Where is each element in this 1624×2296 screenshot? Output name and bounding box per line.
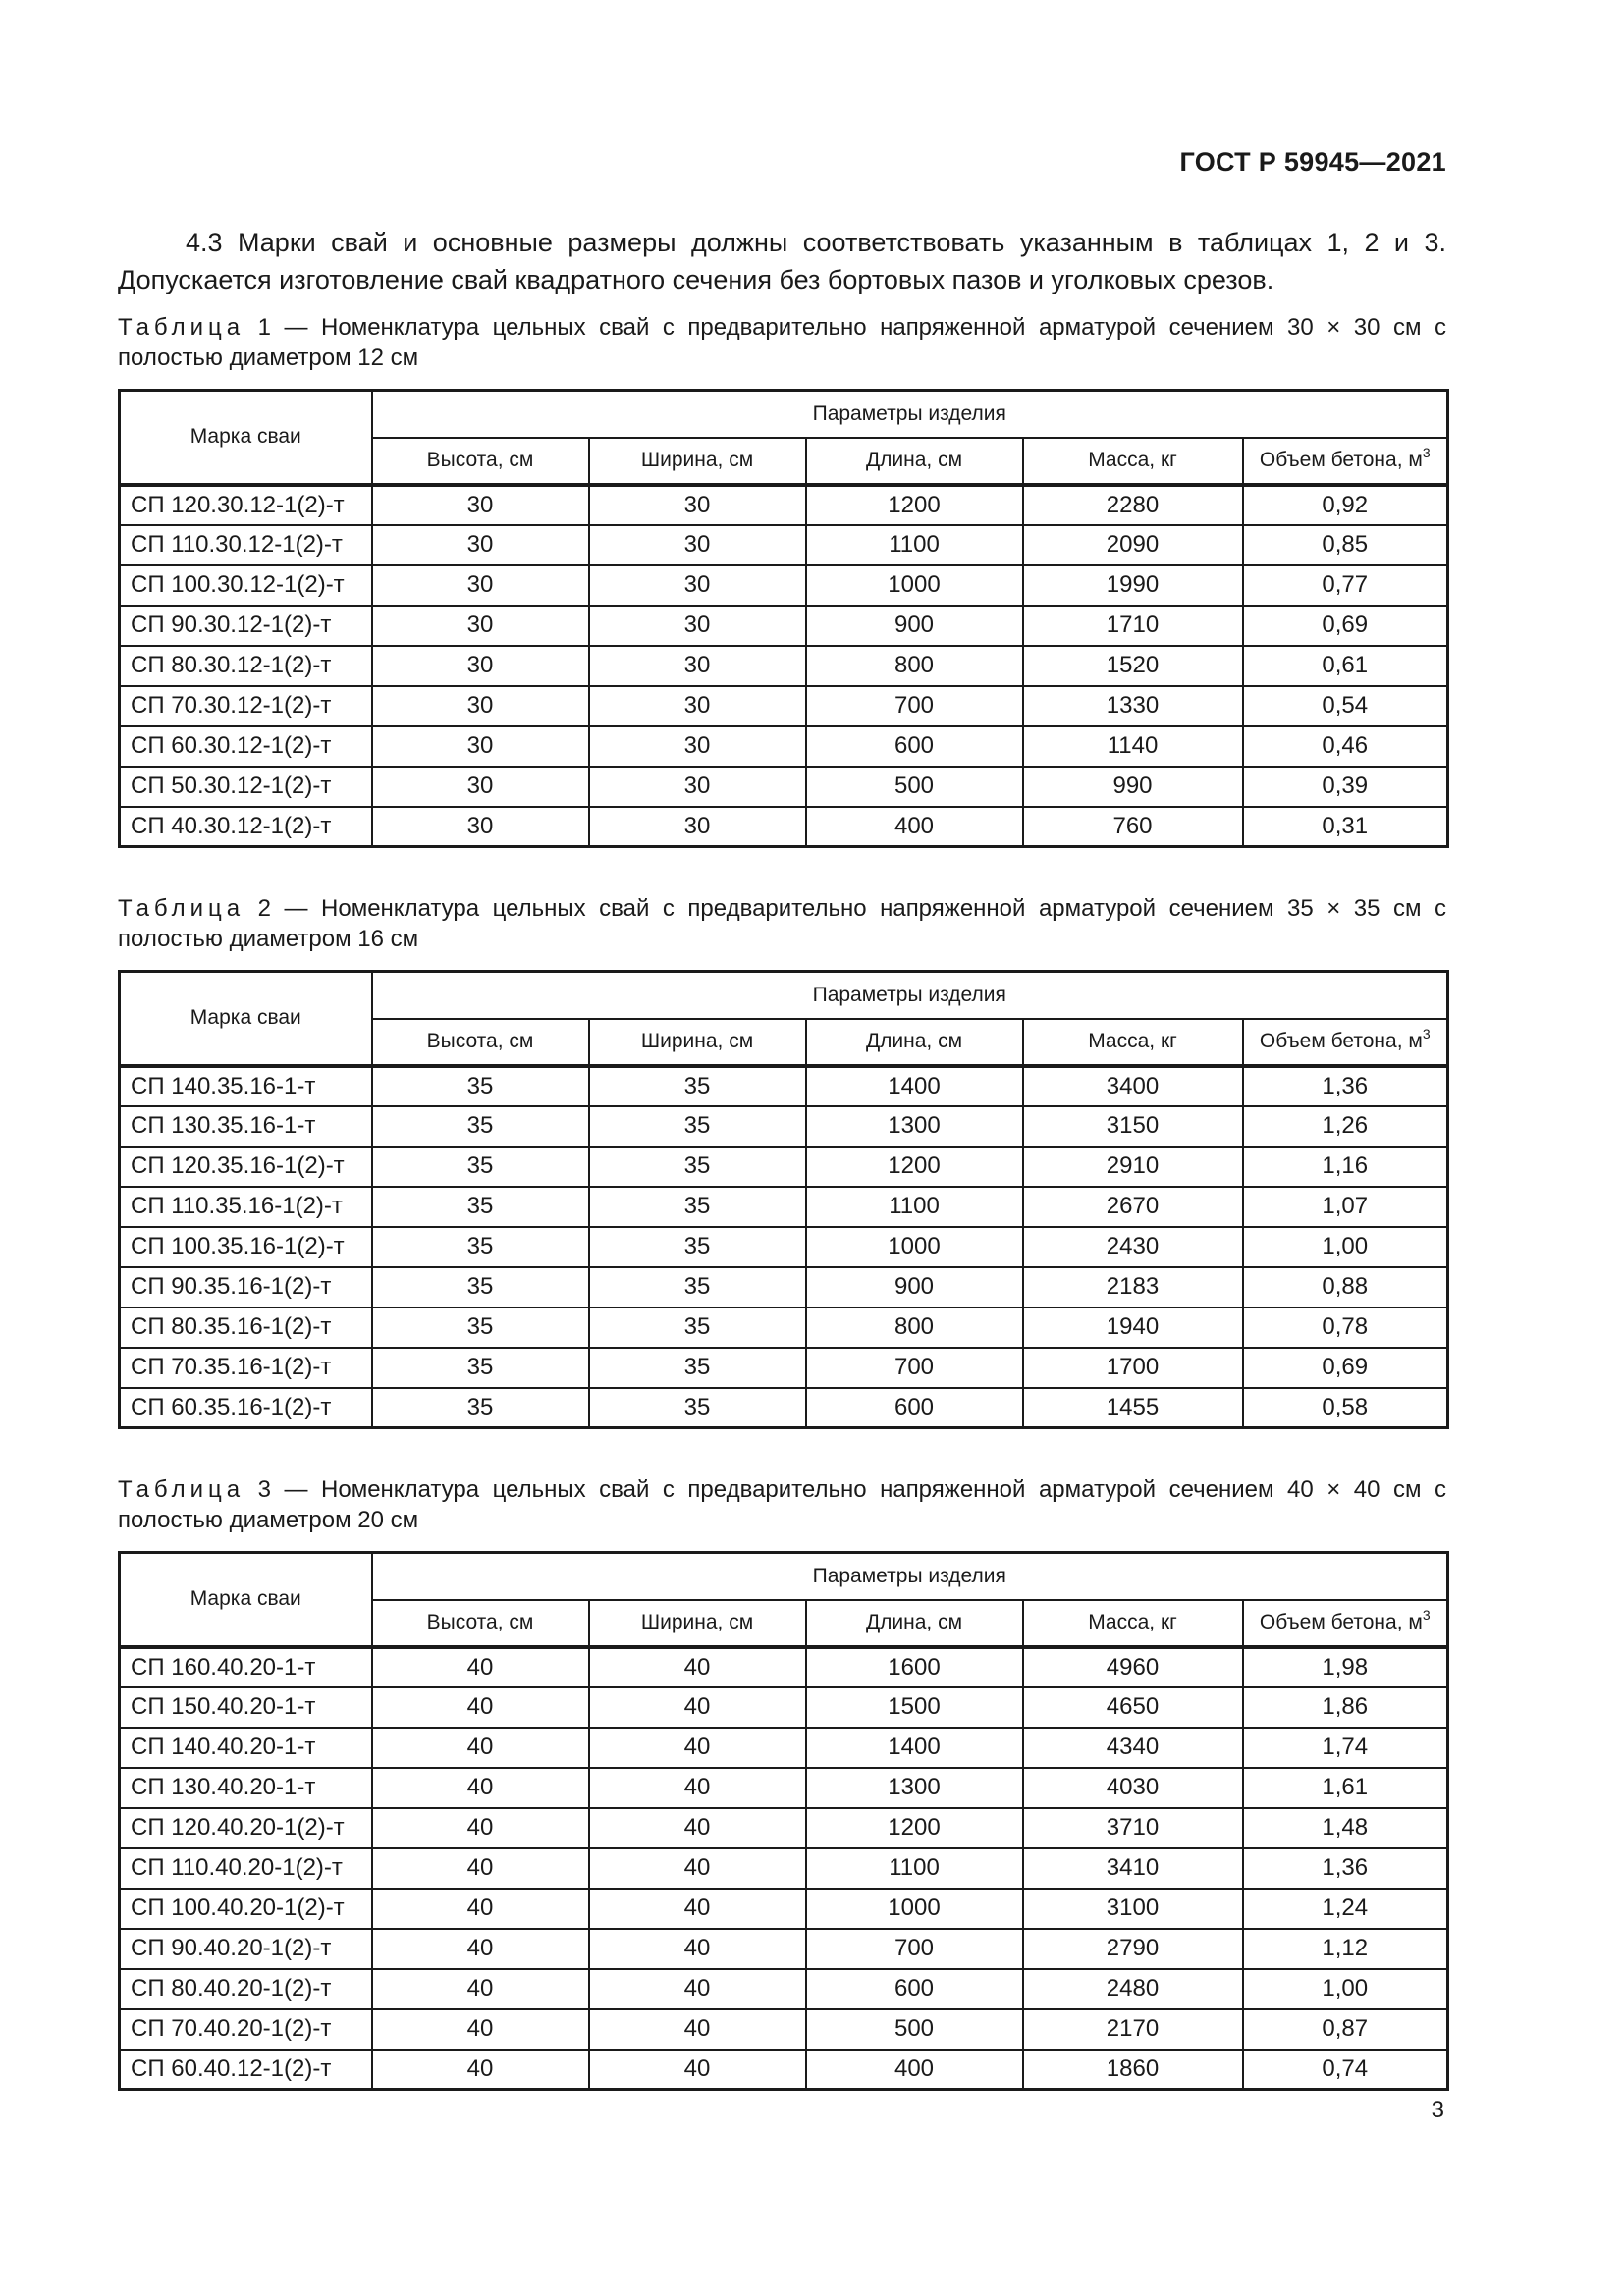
cell-width: 35 — [589, 1267, 806, 1308]
cell-mark: СП 160.40.20-1-т — [120, 1647, 372, 1687]
column-header-width — [589, 1019, 806, 1066]
cell-width: 35 — [589, 1106, 806, 1147]
cell-mass: 4650 — [1023, 1687, 1243, 1728]
cell-width: 30 — [589, 525, 806, 565]
cell-mark: СП 100.35.16-1(2)-т — [120, 1227, 372, 1267]
table-row — [120, 606, 1448, 646]
table-row — [120, 1768, 1448, 1808]
cell-height: 40 — [372, 1848, 589, 1889]
cell-mass: 3410 — [1023, 1848, 1243, 1889]
cell-height: 40 — [372, 1647, 589, 1687]
table-row — [120, 1147, 1448, 1187]
cell-length: 1200 — [806, 485, 1023, 525]
table-caption-text: 2 — Номенклатура цельных свай с предварительно напряженной арматурой сечением 35 × 35 см с полостью диаметром 16 см — [118, 895, 1446, 952]
cell-mass: 2280 — [1023, 485, 1243, 525]
cell-volume: 1,26 — [1243, 1106, 1448, 1147]
cell-volume: 0,69 — [1243, 1348, 1448, 1388]
cell-mark: СП 60.30.12-1(2)-т — [120, 726, 372, 767]
cell-mark: СП 80.30.12-1(2)-т — [120, 646, 372, 686]
cell-height: 30 — [372, 525, 589, 565]
cell-length: 700 — [806, 1348, 1023, 1388]
cell-mass: 2480 — [1023, 1969, 1243, 2009]
cell-width: 35 — [589, 1348, 806, 1388]
cell-mass: 2430 — [1023, 1227, 1243, 1267]
cell-mass: 1700 — [1023, 1348, 1243, 1388]
cell-mark: СП 50.30.12-1(2)-т — [120, 767, 372, 807]
column-header-length — [806, 1019, 1023, 1066]
cell-width: 40 — [589, 1969, 806, 2009]
cell-mass: 2170 — [1023, 2009, 1243, 2050]
cell-volume: 1,24 — [1243, 1889, 1448, 1929]
cell-width: 35 — [589, 1388, 806, 1428]
cell-height: 35 — [372, 1187, 589, 1227]
intro-paragraph: 4.3 Марки свай и основные размеры должны соответствовать указанным в таблицах 1, 2 и 3. Допускается изготовление свай квадратного сечения без бортовых пазов и уголковых срезов. — [118, 228, 1446, 294]
cell-height: 30 — [372, 686, 589, 726]
cell-mass: 2183 — [1023, 1267, 1243, 1308]
table-3 — [118, 1551, 1449, 2091]
cell-height: 40 — [372, 1929, 589, 1969]
cell-mass: 3150 — [1023, 1106, 1243, 1147]
column-header-volume — [1243, 1600, 1448, 1647]
table-1-caption — [118, 312, 1446, 373]
cell-mark: СП 140.40.20-1-т — [120, 1728, 372, 1768]
cell-mark: СП 140.35.16-1-т — [120, 1066, 372, 1106]
cell-mark: СП 70.40.20-1(2)-т — [120, 2009, 372, 2050]
cell-volume: 1,48 — [1243, 1808, 1448, 1848]
cell-mark: СП 80.35.16-1(2)-т — [120, 1308, 372, 1348]
cell-length: 600 — [806, 1388, 1023, 1428]
table-row — [120, 726, 1448, 767]
cell-length: 600 — [806, 726, 1023, 767]
column-header-label: Ширина, см — [640, 449, 754, 471]
table-row — [120, 1647, 1448, 1687]
column-header-params: Параметры изделия — [372, 391, 1448, 438]
column-header-label: Высота, см — [426, 449, 534, 471]
cell-length: 1300 — [806, 1106, 1023, 1147]
page-number: 3 — [1431, 2097, 1444, 2123]
table-row — [120, 1388, 1448, 1428]
column-header-height — [372, 1600, 589, 1647]
cell-volume: 0,74 — [1243, 2050, 1448, 2090]
cell-height: 40 — [372, 1808, 589, 1848]
cell-height: 35 — [372, 1227, 589, 1267]
cell-width: 35 — [589, 1147, 806, 1187]
table-row — [120, 1066, 1448, 1106]
cell-width: 35 — [589, 1187, 806, 1227]
cell-length: 700 — [806, 1929, 1023, 1969]
cell-width: 30 — [589, 565, 806, 606]
cell-length: 1400 — [806, 1728, 1023, 1768]
cell-mark: СП 120.35.16-1(2)-т — [120, 1147, 372, 1187]
table-row — [120, 2050, 1448, 2090]
cell-height: 35 — [372, 1348, 589, 1388]
cell-mark: СП 150.40.20-1-т — [120, 1687, 372, 1728]
table-row — [120, 1889, 1448, 1929]
cell-mass: 990 — [1023, 767, 1243, 807]
cell-width: 40 — [589, 2009, 806, 2050]
cell-height: 35 — [372, 1106, 589, 1147]
cell-volume: 1,00 — [1243, 1969, 1448, 2009]
column-header-mark: Марка сваи — [120, 1553, 372, 1647]
column-header-volume — [1243, 1019, 1448, 1066]
cell-height: 30 — [372, 646, 589, 686]
table-label: Таблица — [118, 1476, 245, 1503]
cell-volume: 0,39 — [1243, 767, 1448, 807]
column-header-label: Длина, см — [865, 1611, 963, 1633]
cell-length: 600 — [806, 1969, 1023, 2009]
table-row — [120, 767, 1448, 807]
column-header-params: Параметры изделия — [372, 1553, 1448, 1600]
cell-volume: 0,61 — [1243, 646, 1448, 686]
table-row — [120, 1187, 1448, 1227]
cell-length: 1500 — [806, 1687, 1023, 1728]
column-header-length — [806, 438, 1023, 485]
column-header-label: Объем бетона, м — [1259, 449, 1423, 471]
cell-length: 1600 — [806, 1647, 1023, 1687]
table-label: Таблица — [118, 314, 245, 341]
cell-mass: 1710 — [1023, 606, 1243, 646]
cell-width: 30 — [589, 726, 806, 767]
cell-width: 40 — [589, 1929, 806, 1969]
cell-length: 900 — [806, 1267, 1023, 1308]
table-row — [120, 485, 1448, 525]
column-header-label: Масса, кг — [1088, 1030, 1177, 1052]
cell-height: 40 — [372, 1889, 589, 1929]
cell-width: 30 — [589, 606, 806, 646]
cell-mass: 3100 — [1023, 1889, 1243, 1929]
table-row — [120, 807, 1448, 847]
table-row — [120, 1227, 1448, 1267]
table-1 — [118, 389, 1449, 848]
cell-length: 1100 — [806, 525, 1023, 565]
cell-mass: 3400 — [1023, 1066, 1243, 1106]
column-header-label: Ширина, см — [640, 1030, 754, 1052]
cell-mass: 4030 — [1023, 1768, 1243, 1808]
cell-mark: СП 120.30.12-1(2)-т — [120, 485, 372, 525]
cell-mass: 1455 — [1023, 1388, 1243, 1428]
cell-mark: СП 130.40.20-1-т — [120, 1768, 372, 1808]
cell-width: 40 — [589, 2050, 806, 2090]
table-caption-text: 3 — Номенклатура цельных свай с предварительно напряженной арматурой сечением 40 × 40 см с полостью диаметром 20 см — [118, 1476, 1446, 1533]
cell-height: 35 — [372, 1267, 589, 1308]
cell-mark: СП 100.30.12-1(2)-т — [120, 565, 372, 606]
cell-volume: 0,92 — [1243, 485, 1448, 525]
cell-mass: 1520 — [1023, 646, 1243, 686]
column-header-label: Масса, кг — [1088, 449, 1177, 471]
cell-volume: 0,88 — [1243, 1267, 1448, 1308]
column-header-label: Длина, см — [865, 449, 963, 471]
column-header-params: Параметры изделия — [372, 972, 1448, 1019]
cell-volume: 1,36 — [1243, 1848, 1448, 1889]
cell-volume: 1,00 — [1243, 1227, 1448, 1267]
cell-volume: 1,36 — [1243, 1066, 1448, 1106]
column-header-label: Длина, см — [865, 1030, 963, 1052]
standard-id: ГОСТ Р 59945—2021 — [1179, 147, 1446, 177]
cell-width: 40 — [589, 1687, 806, 1728]
column-header-label: Объем бетона, м — [1259, 1030, 1423, 1052]
cell-width: 30 — [589, 767, 806, 807]
cell-volume: 0,31 — [1243, 807, 1448, 847]
cell-mark: СП 60.35.16-1(2)-т — [120, 1388, 372, 1428]
cell-height: 40 — [372, 1728, 589, 1768]
table-row — [120, 1348, 1448, 1388]
cell-height: 30 — [372, 606, 589, 646]
table-row — [120, 1308, 1448, 1348]
unit-superscript: 3 — [1422, 445, 1431, 460]
cell-height: 40 — [372, 2009, 589, 2050]
cell-volume: 1,98 — [1243, 1647, 1448, 1687]
cell-length: 800 — [806, 646, 1023, 686]
cell-height: 35 — [372, 1147, 589, 1187]
column-header-height — [372, 438, 589, 485]
column-header-mark: Марка сваи — [120, 391, 372, 485]
cell-mass: 2790 — [1023, 1929, 1243, 1969]
cell-mass: 2670 — [1023, 1187, 1243, 1227]
cell-mass: 2090 — [1023, 525, 1243, 565]
cell-mark: СП 110.30.12-1(2)-т — [120, 525, 372, 565]
cell-height: 30 — [372, 565, 589, 606]
cell-mark: СП 80.40.20-1(2)-т — [120, 1969, 372, 2009]
table-row — [120, 1848, 1448, 1889]
table-row — [120, 1687, 1448, 1728]
unit-superscript: 3 — [1422, 1026, 1431, 1041]
cell-volume: 1,74 — [1243, 1728, 1448, 1768]
cell-mass: 760 — [1023, 807, 1243, 847]
cell-width: 35 — [589, 1066, 806, 1106]
table-row — [120, 565, 1448, 606]
cell-mass: 4960 — [1023, 1647, 1243, 1687]
cell-mass: 2910 — [1023, 1147, 1243, 1187]
table-row — [120, 1808, 1448, 1848]
cell-length: 500 — [806, 2009, 1023, 2050]
cell-mass: 4340 — [1023, 1728, 1243, 1768]
table-row — [120, 1969, 1448, 2009]
column-header-mass — [1023, 1019, 1243, 1066]
cell-mass: 3710 — [1023, 1808, 1243, 1848]
cell-length: 1400 — [806, 1066, 1023, 1106]
cell-height: 40 — [372, 1768, 589, 1808]
cell-height: 30 — [372, 807, 589, 847]
cell-length: 1200 — [806, 1808, 1023, 1848]
cell-volume: 0,54 — [1243, 686, 1448, 726]
cell-length: 1000 — [806, 565, 1023, 606]
cell-width: 30 — [589, 686, 806, 726]
cell-mark: СП 70.35.16-1(2)-т — [120, 1348, 372, 1388]
table-2 — [118, 970, 1449, 1429]
cell-mass: 1860 — [1023, 2050, 1243, 2090]
cell-mass: 1990 — [1023, 565, 1243, 606]
column-header-mark: Марка сваи — [120, 972, 372, 1066]
column-header-mass — [1023, 438, 1243, 485]
column-header-mass — [1023, 1600, 1243, 1647]
cell-width: 40 — [589, 1808, 806, 1848]
cell-mark: СП 90.35.16-1(2)-т — [120, 1267, 372, 1308]
column-header-label: Объем бетона, м — [1259, 1611, 1423, 1633]
cell-mark: СП 120.40.20-1(2)-т — [120, 1808, 372, 1848]
cell-height: 40 — [372, 1969, 589, 2009]
cell-mass: 1940 — [1023, 1308, 1243, 1348]
cell-volume: 1,86 — [1243, 1687, 1448, 1728]
cell-length: 1200 — [806, 1147, 1023, 1187]
cell-volume: 0,58 — [1243, 1388, 1448, 1428]
table-2-caption — [118, 893, 1446, 954]
cell-width: 35 — [589, 1227, 806, 1267]
cell-width: 30 — [589, 646, 806, 686]
cell-length: 1100 — [806, 1848, 1023, 1889]
column-header-label: Высота, см — [426, 1030, 534, 1052]
cell-volume: 0,46 — [1243, 726, 1448, 767]
cell-volume: 1,12 — [1243, 1929, 1448, 1969]
cell-length: 700 — [806, 686, 1023, 726]
table-label: Таблица — [118, 895, 245, 922]
cell-volume: 1,07 — [1243, 1187, 1448, 1227]
table-row — [120, 1929, 1448, 1969]
table-row — [120, 1106, 1448, 1147]
column-header-label: Высота, см — [426, 1611, 534, 1633]
table-row — [120, 646, 1448, 686]
cell-length: 400 — [806, 807, 1023, 847]
cell-width: 35 — [589, 1308, 806, 1348]
cell-width: 40 — [589, 1728, 806, 1768]
cell-volume: 1,61 — [1243, 1768, 1448, 1808]
cell-mark: СП 90.40.20-1(2)-т — [120, 1929, 372, 1969]
cell-mark: СП 130.35.16-1-т — [120, 1106, 372, 1147]
cell-length: 400 — [806, 2050, 1023, 2090]
cell-mark: СП 70.30.12-1(2)-т — [120, 686, 372, 726]
cell-mark: СП 110.40.20-1(2)-т — [120, 1848, 372, 1889]
table-3-caption — [118, 1474, 1446, 1535]
cell-volume: 0,77 — [1243, 565, 1448, 606]
cell-mark: СП 60.40.12-1(2)-т — [120, 2050, 372, 2090]
cell-mass: 1140 — [1023, 726, 1243, 767]
cell-mark: СП 90.30.12-1(2)-т — [120, 606, 372, 646]
table-row — [120, 2009, 1448, 2050]
table-row — [120, 1728, 1448, 1768]
table-row — [120, 686, 1448, 726]
cell-volume: 1,16 — [1243, 1147, 1448, 1187]
column-header-width — [589, 438, 806, 485]
cell-mark: СП 110.35.16-1(2)-т — [120, 1187, 372, 1227]
cell-length: 1000 — [806, 1889, 1023, 1929]
cell-length: 1100 — [806, 1187, 1023, 1227]
cell-length: 500 — [806, 767, 1023, 807]
cell-height: 35 — [372, 1308, 589, 1348]
column-header-length — [806, 1600, 1023, 1647]
column-header-label: Масса, кг — [1088, 1611, 1177, 1633]
cell-volume: 0,85 — [1243, 525, 1448, 565]
cell-height: 35 — [372, 1066, 589, 1106]
cell-mass: 1330 — [1023, 686, 1243, 726]
cell-volume: 0,87 — [1243, 2009, 1448, 2050]
cell-length: 1300 — [806, 1768, 1023, 1808]
unit-superscript: 3 — [1422, 1607, 1431, 1623]
cell-length: 800 — [806, 1308, 1023, 1348]
table-row — [120, 525, 1448, 565]
column-header-volume — [1243, 438, 1448, 485]
cell-length: 900 — [806, 606, 1023, 646]
cell-width: 40 — [589, 1768, 806, 1808]
column-header-width — [589, 1600, 806, 1647]
table-row — [120, 1267, 1448, 1308]
cell-width: 40 — [589, 1848, 806, 1889]
cell-height: 30 — [372, 485, 589, 525]
cell-height: 30 — [372, 726, 589, 767]
cell-width: 30 — [589, 485, 806, 525]
column-header-label: Ширина, см — [640, 1611, 754, 1633]
cell-height: 30 — [372, 767, 589, 807]
cell-width: 40 — [589, 1647, 806, 1687]
column-header-height — [372, 1019, 589, 1066]
cell-volume: 0,78 — [1243, 1308, 1448, 1348]
cell-length: 1000 — [806, 1227, 1023, 1267]
table-caption-text: 1 — Номенклатура цельных свай с предварительно напряженной арматурой сечением 30 × 30 см с полостью диаметром 12 см — [118, 314, 1446, 371]
cell-mark: СП 100.40.20-1(2)-т — [120, 1889, 372, 1929]
cell-width: 30 — [589, 807, 806, 847]
cell-height: 40 — [372, 1687, 589, 1728]
cell-width: 40 — [589, 1889, 806, 1929]
cell-height: 35 — [372, 1388, 589, 1428]
cell-volume: 0,69 — [1243, 606, 1448, 646]
cell-height: 40 — [372, 2050, 589, 2090]
cell-mark: СП 40.30.12-1(2)-т — [120, 807, 372, 847]
